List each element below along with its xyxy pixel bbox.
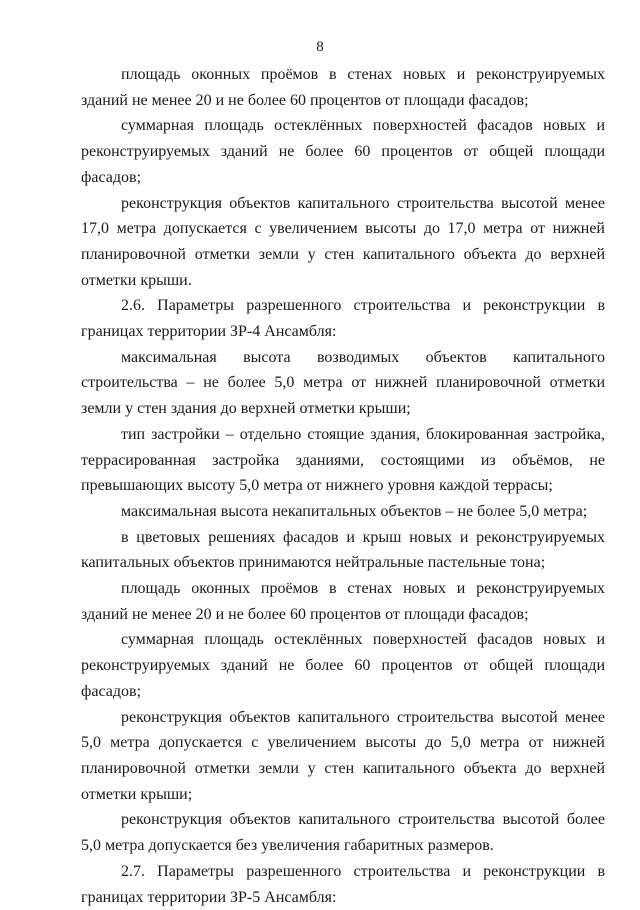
paragraph-building-type: тип застройки – отдельно стоящие здания, блокированная застройка, террасированная застройка зданиями, состоящими из объёмов, не превышающих высоту 5,0 метра от нижнего уровня каждой террасы; — [81, 425, 605, 495]
paragraph-reconstruction-no-enlargement: реконструкция объектов капитального строительства высотой более 5,0 метра допускается без увеличения габаритных размеров. — [81, 811, 605, 855]
page-number: 8 — [316, 39, 324, 55]
section-heading-2-7: 2.7. Параметры разрешенного строительства и реконструкции в границах территории ЗР-5 Ансамбля: — [81, 862, 605, 906]
paragraph-window-area-2: площадь оконных проёмов в стенах новых и реконструируемых зданий не менее 20 и не более 60 процентов от площади фасадов; — [81, 580, 605, 623]
paragraph-color-solutions: в цветовых решениях фасадов и крыш новых и реконструируемых капитальных объектов принимаются нейтральные пастельные тона; — [81, 528, 605, 572]
section-heading-2-6: 2.6. Параметры разрешенного строительства и реконструкции в границах территории ЗР-4 Ансамбля: — [81, 297, 605, 341]
paragraph-noncapital-height: максимальная высота некапитальных объектов – не более 5,0 метра; — [121, 502, 588, 520]
paragraph-reconstruction-height-5: реконструкция объектов капитального строительства высотой менее 5,0 метра допускается с увеличением высоты до 5,0 метра от нижней планировочной отметки земли у стен капитального объекта до верхней отметки крыши; — [81, 708, 605, 803]
paragraph-window-area-1: площадь оконных проёмов в стенах новых и реконструируемых зданий не менее 20 и не более 60 процентов от площади фасадов; — [81, 66, 605, 109]
document-body — [81, 62, 605, 910]
paragraph-reconstruction-height-17: реконструкция объектов капитального строительства высотой менее 17,0 метра допускается с увеличением высоты до 17,0 метра от нижней планировочной отметки земли у стен капитального объекта до верхней отметки крыши. — [81, 194, 605, 289]
paragraph-glazing-area-1: суммарная площадь остеклённых поверхностей фасадов новых и реконструируемых зданий не более 60 процентов от общей площади фасадов; — [81, 117, 605, 186]
paragraph-glazing-area-2: суммарная площадь остеклённых поверхностей фасадов новых и реконструируемых зданий не более 60 процентов от общей площади фасадов; — [81, 631, 605, 700]
paragraph-max-height: максимальная высота возводимых объектов капитального строительства – не более 5,0 метра от нижней планировочной отметки земли у стен здания до верхней отметки крыши; — [81, 348, 605, 418]
